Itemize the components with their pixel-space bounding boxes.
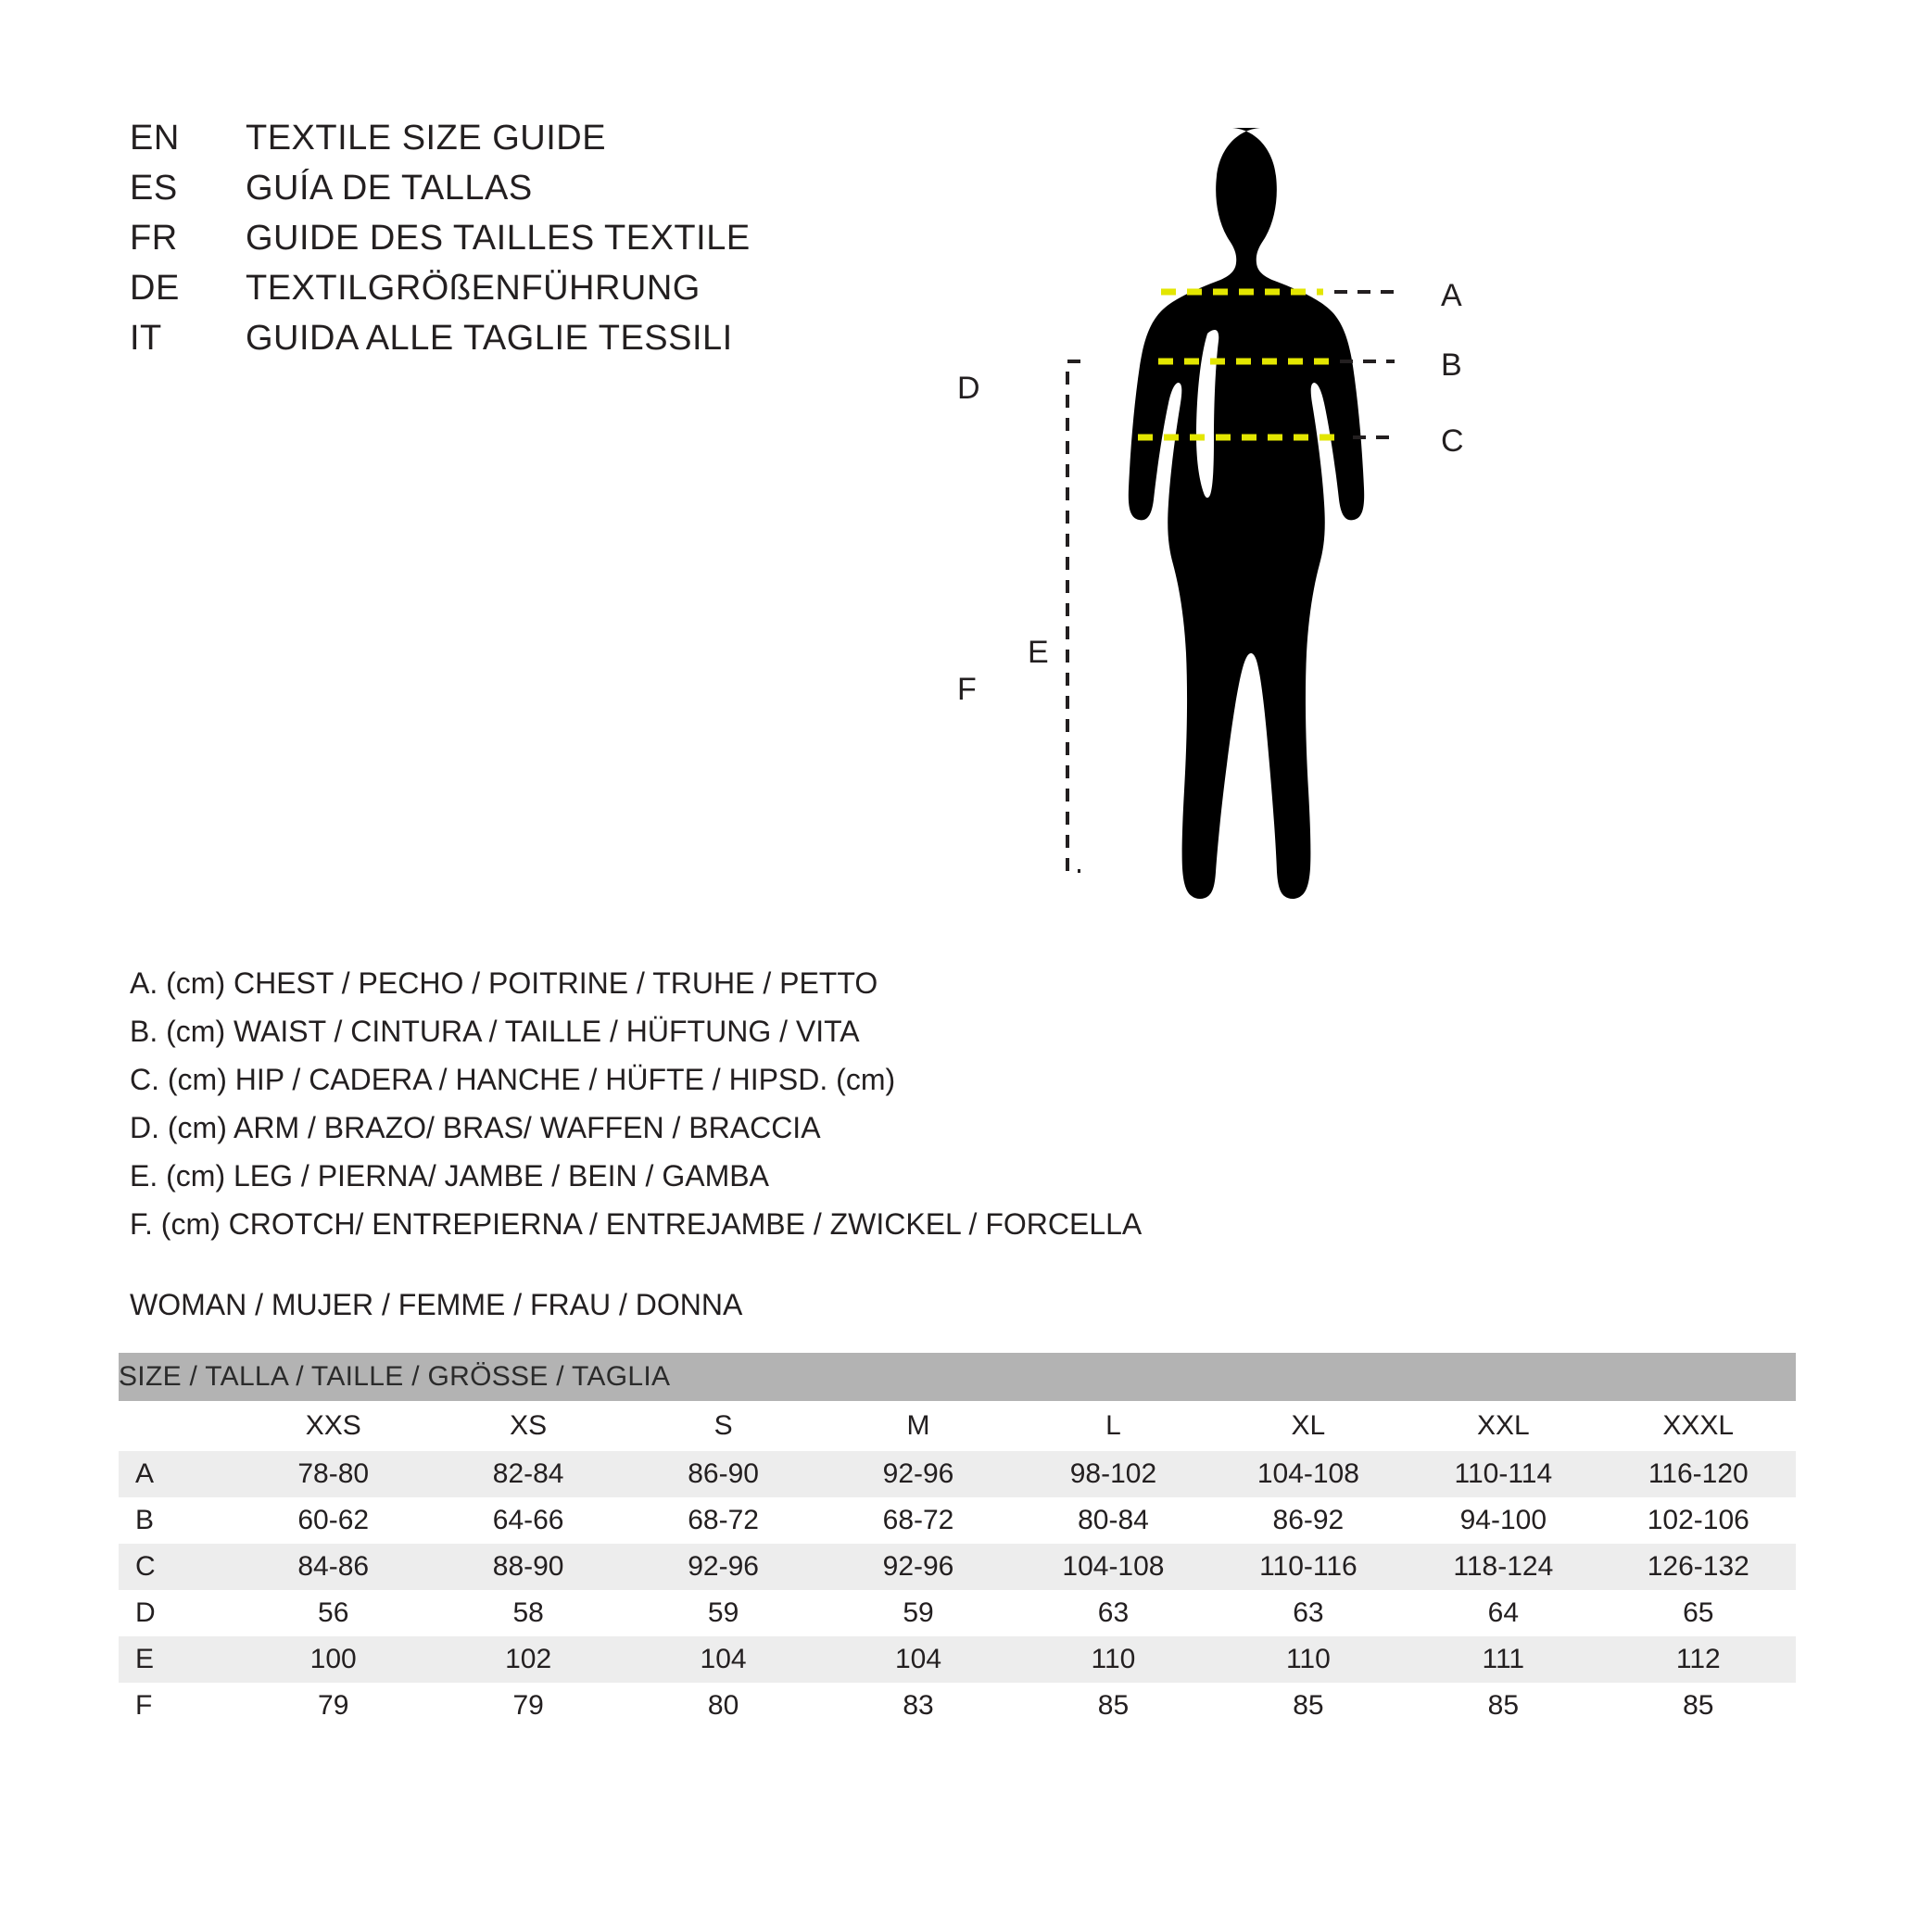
cell-a-xl: 104-108 — [1211, 1451, 1406, 1497]
title-row — [130, 219, 890, 269]
cell-e-xxs: 100 — [235, 1636, 430, 1683]
col-header-xs: XS — [431, 1401, 625, 1451]
title-row — [130, 269, 890, 319]
title-lang-de: DE — [130, 269, 180, 308]
legend-row-c: C. (cm) HIP / CADERA / HANCHE / HÜFTE / HIPSD. (cm) — [130, 1063, 896, 1096]
cell-d-xxl: 64 — [1406, 1590, 1600, 1636]
cell-d-m: 59 — [821, 1590, 1016, 1636]
table-row — [119, 1497, 1796, 1544]
cell-a-xxs: 78-80 — [235, 1451, 430, 1497]
title-lang-it: IT — [130, 319, 162, 358]
label-e: E — [1028, 635, 1049, 670]
cell-e-s: 104 — [625, 1636, 820, 1683]
table-header-title: SIZE / TALLA / TAILLE / GRÖSSE / TAGLIA — [119, 1353, 1796, 1401]
cell-c-xxl: 118-124 — [1406, 1544, 1600, 1590]
table-corner-cell — [119, 1401, 235, 1451]
leg-dimension-bracket — [1067, 361, 1080, 871]
table-row — [119, 1636, 1796, 1683]
cell-a-s: 86-90 — [625, 1451, 820, 1497]
cell-b-xxxl: 102-106 — [1601, 1497, 1796, 1544]
table-row — [119, 1590, 1796, 1636]
cell-a-xxxl: 116-120 — [1601, 1451, 1796, 1497]
cell-a-xs: 82-84 — [431, 1451, 625, 1497]
cell-c-l: 104-108 — [1016, 1544, 1210, 1590]
legend-block — [130, 959, 1223, 1248]
col-header-l: L — [1016, 1401, 1210, 1451]
cell-c-xl: 110-116 — [1211, 1544, 1406, 1590]
legend-row-e: E. (cm) LEG / PIERNA/ JAMBE / BEIN / GAMBA — [130, 1159, 769, 1193]
title-lang-es: ES — [130, 169, 178, 208]
cell-f-xxl: 85 — [1406, 1683, 1600, 1729]
legend-row-a: A. (cm) CHEST / PECHO / POITRINE / TRUHE / PETTO — [130, 966, 878, 1000]
cell-c-xxxl: 126-132 — [1601, 1544, 1796, 1590]
label-c: C — [1441, 423, 1464, 459]
cell-d-s: 59 — [625, 1590, 820, 1636]
title-row — [130, 119, 890, 169]
size-table — [119, 1353, 1796, 1729]
legend-row-d: D. (cm) ARM / BRAZO/ BRAS/ WAFFEN / BRACCIA — [130, 1111, 821, 1144]
cell-e-xxxl: 112 — [1601, 1636, 1796, 1683]
col-header-m: M — [821, 1401, 1016, 1451]
cell-b-s: 68-72 — [625, 1497, 820, 1544]
col-header-xl: XL — [1211, 1401, 1406, 1451]
table-column-row — [119, 1401, 1796, 1451]
title-text-fr: GUIDE DES TAILLES TEXTILE — [246, 219, 751, 258]
row-label-b: B — [119, 1497, 235, 1544]
cell-b-xl: 86-92 — [1211, 1497, 1406, 1544]
col-header-s: S — [625, 1401, 820, 1451]
table-row — [119, 1451, 1796, 1497]
cell-e-xxl: 111 — [1406, 1636, 1600, 1683]
row-label-f: F — [119, 1683, 235, 1729]
title-text-es: GUÍA DE TALLAS — [246, 169, 533, 208]
cell-f-xxs: 79 — [235, 1683, 430, 1729]
gender-label: WOMAN / MUJER / FEMME / FRAU / DONNA — [130, 1288, 743, 1321]
cell-c-s: 92-96 — [625, 1544, 820, 1590]
cell-b-xs: 64-66 — [431, 1497, 625, 1544]
cell-d-l: 63 — [1016, 1590, 1210, 1636]
cell-b-m: 68-72 — [821, 1497, 1016, 1544]
cell-a-m: 92-96 — [821, 1451, 1016, 1497]
legend-row-f: F. (cm) CROTCH/ ENTREPIERNA / ENTREJAMBE / ZWICKEL / FORCELLA — [130, 1207, 1143, 1241]
title-text-it: GUIDA ALLE TAGLIE TESSILI — [246, 319, 733, 358]
cell-f-m: 83 — [821, 1683, 1016, 1729]
cell-d-xxxl: 65 — [1601, 1590, 1796, 1636]
cell-e-l: 110 — [1016, 1636, 1210, 1683]
label-d: D — [957, 371, 980, 406]
cell-e-m: 104 — [821, 1636, 1016, 1683]
cell-c-m: 92-96 — [821, 1544, 1016, 1590]
col-header-xxxl: XXXL — [1601, 1401, 1796, 1451]
label-f: F — [957, 672, 977, 707]
cell-c-xxs: 84-86 — [235, 1544, 430, 1590]
cell-a-xxl: 110-114 — [1406, 1451, 1600, 1497]
cell-b-xxs: 60-62 — [235, 1497, 430, 1544]
row-label-a: A — [119, 1451, 235, 1497]
title-row — [130, 169, 890, 219]
cell-b-xxl: 94-100 — [1406, 1497, 1600, 1544]
cell-d-xl: 63 — [1211, 1590, 1406, 1636]
row-label-e: E — [119, 1636, 235, 1683]
label-a: A — [1441, 278, 1462, 313]
table-header-row — [119, 1353, 1796, 1401]
cell-a-l: 98-102 — [1016, 1451, 1210, 1497]
title-lang-en: EN — [130, 119, 180, 158]
label-b: B — [1441, 347, 1462, 383]
col-header-xxs: XXS — [235, 1401, 430, 1451]
title-block — [130, 119, 890, 369]
title-text-de: TEXTILGRÖßENFÜHRUNG — [246, 269, 701, 308]
woman-silhouette-icon — [1129, 128, 1443, 899]
title-row — [130, 319, 890, 369]
cell-b-l: 80-84 — [1016, 1497, 1210, 1544]
cell-f-xl: 85 — [1211, 1683, 1406, 1729]
cell-f-l: 85 — [1016, 1683, 1210, 1729]
row-label-d: D — [119, 1590, 235, 1636]
cell-e-xs: 102 — [431, 1636, 625, 1683]
title-text-en: TEXTILE SIZE GUIDE — [246, 119, 607, 158]
cell-f-xxxl: 85 — [1601, 1683, 1796, 1729]
cell-d-xs: 58 — [431, 1590, 625, 1636]
cell-c-xs: 88-90 — [431, 1544, 625, 1590]
table-row — [119, 1683, 1796, 1729]
title-lang-fr: FR — [130, 219, 178, 258]
table-row — [119, 1544, 1796, 1590]
col-header-xxl: XXL — [1406, 1401, 1600, 1451]
cell-e-xl: 110 — [1211, 1636, 1406, 1683]
cell-f-s: 80 — [625, 1683, 820, 1729]
legend-row-b: B. (cm) WAIST / CINTURA / TAILLE / HÜFTUNG / VITA — [130, 1015, 860, 1048]
cell-d-xxs: 56 — [235, 1590, 430, 1636]
cell-f-xs: 79 — [431, 1683, 625, 1729]
row-label-c: C — [119, 1544, 235, 1590]
